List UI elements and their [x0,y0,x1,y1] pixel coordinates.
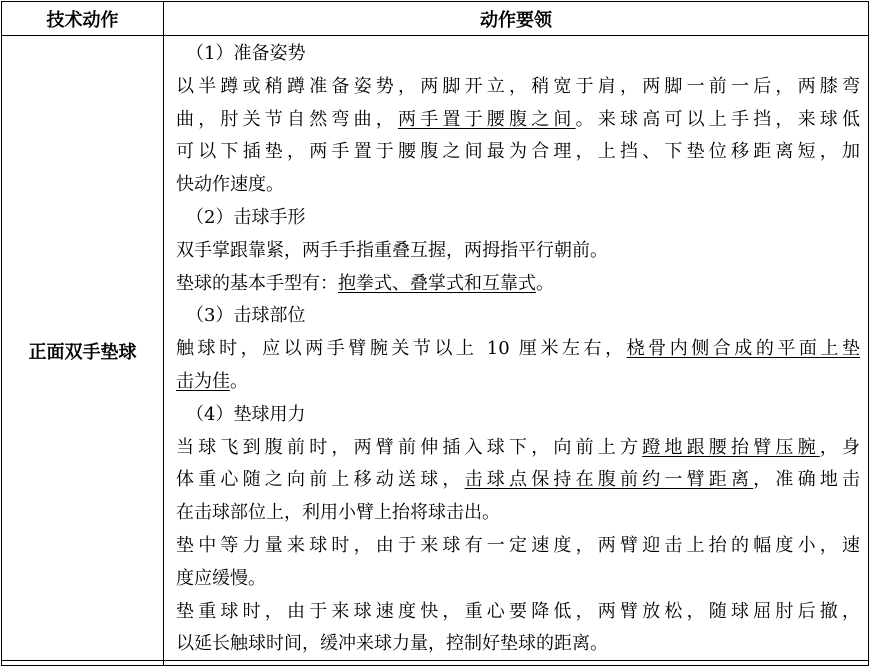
paragraph-line [176,366,860,399]
table-row [2,36,869,666]
text-segment: 可以下插垫，两手置于腰腹之间最为合理，上挡、下垫位移距离短，加 [176,141,860,163]
paragraph-line [176,333,860,366]
text-segment: 曲，肘关节自然弯曲， [176,108,398,130]
text-segment: 以半蹲或稍蹲准备姿势，两脚开立，稍宽于肩，两脚一前一后，两膝弯 [176,75,860,97]
paragraph-line [176,464,860,497]
text-segment: 。 [536,272,554,294]
key-point-underlined: 抱拳式、叠掌式和互靠式 [338,272,536,294]
technique-table [1,1,869,666]
paragraph-line [176,268,860,301]
text-segment: 垫球的基本手型有： [176,272,338,294]
paragraph-line [176,104,860,137]
text-segment: 触球时，应以两手臂腕关节以上 10 厘米左右， [176,338,627,360]
text-segment: 当球飞到腹前时，两臂前伸插入球下，向前上方 [176,436,643,458]
paragraph-line [176,497,860,530]
text-segment: 体重心随之向前上移动送球， [176,469,465,491]
paragraph-line [176,563,860,596]
key-point-underlined: 两手置于腰腹之间 [398,108,576,130]
key-point-underlined: 击为佳 [176,370,230,392]
header-essentials: 动作要领 [164,2,869,36]
key-point-underlined: 桡骨内侧合成的平面上垫 [626,338,860,360]
text-segment: 。 [230,370,248,392]
key-point-underlined: 蹬地跟腰抬臂压腕 [642,436,820,458]
text-segment: 垫重球时，由于来球速度快，重心要降低，两臂放松，随球屈肘后撤， [176,600,860,622]
section-heading: （4）垫球用力 [186,403,306,425]
text-segment: ，准确地击 [753,469,860,491]
text-segment: 双手掌跟靠紧，两手手指重叠互握，两拇指平行朝前。 [176,239,608,261]
section-heading: （3）击球部位 [186,305,306,327]
technique-name: 正面双手垫球 [2,36,164,666]
key-point-underlined: 击球点保持在腹前约一臂距离 [464,469,754,491]
paragraph-line [176,596,860,629]
header-technique: 技术动作 [2,2,164,36]
text-segment: 。来球高可以上手挡，来球低 [575,108,860,130]
text-segment: 在击球部位上，利用小臂上抬将球击出。 [176,502,500,524]
text-segment: ，身 [819,436,860,458]
section-heading: （1）准备姿势 [186,43,306,64]
text-segment: 快动作速度。 [176,174,284,196]
text-segment: 垫中等力量来球时，由于来球有一定速度，两臂迎击上抬的幅度小，速 [176,534,860,556]
bottom-rule [1,660,869,661]
paragraph-line [176,169,860,202]
text-segment: 度应缓慢。 [176,567,266,589]
text-segment: 以延长触球时间，缓冲来球力量，控制好垫球的距离。 [176,633,608,655]
paragraph-line [176,432,860,465]
essentials-cell [164,36,869,666]
paragraph-line [176,71,860,104]
paragraph-line [176,530,860,563]
paragraph-line [176,235,860,268]
section-heading: （2）击球手形 [186,206,306,228]
paragraph-line [176,136,860,169]
table-header-row [2,2,869,36]
paragraph-line [176,628,860,661]
